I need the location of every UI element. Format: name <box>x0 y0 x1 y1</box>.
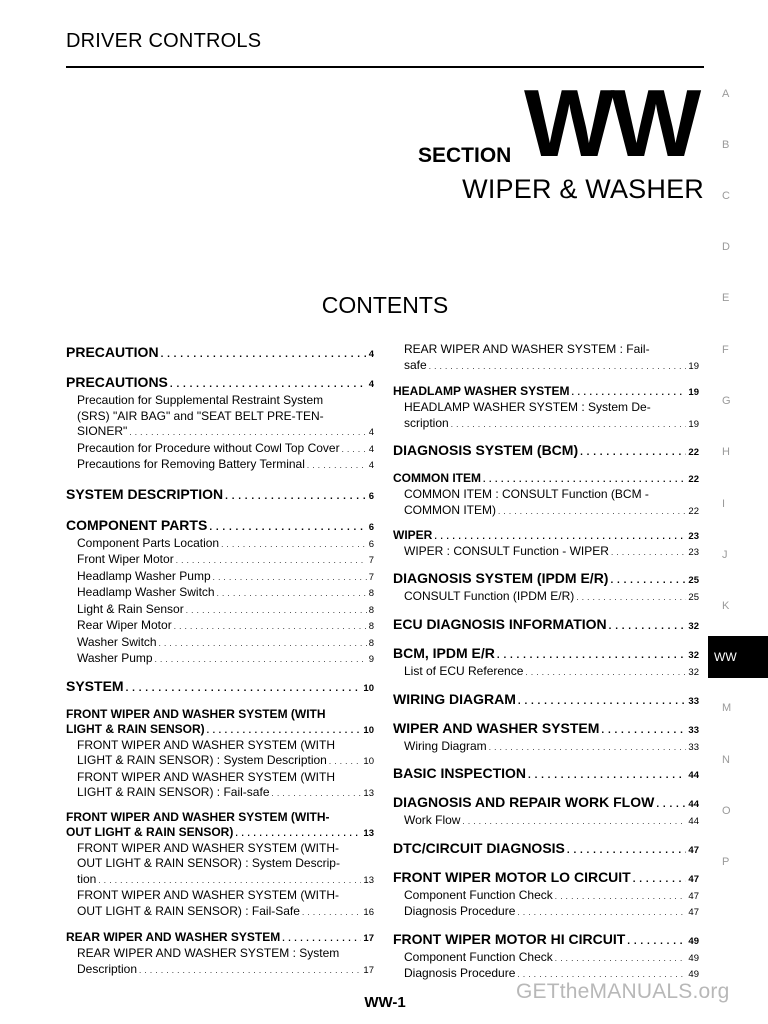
toc-dot-leader <box>129 425 366 441</box>
toc-entry[interactable] <box>66 457 374 474</box>
toc-page-number: 47 <box>688 873 699 885</box>
index-tab-i[interactable]: I <box>722 498 726 510</box>
toc-page-number: 4 <box>368 443 374 455</box>
index-tab-e[interactable]: E <box>722 292 730 304</box>
toc-page-number: 49 <box>688 935 699 947</box>
toc-page-number: 10 <box>363 756 374 767</box>
toc-entry-title: WIPER : CONSULT Function - WIPER <box>404 544 609 558</box>
toc-entry-title: SYSTEM <box>66 677 124 694</box>
toc-entry[interactable] <box>393 869 699 888</box>
toc-entry[interactable] <box>66 486 374 505</box>
toc-entry[interactable] <box>393 904 699 921</box>
index-tab-n[interactable]: N <box>722 754 730 766</box>
index-tab-c[interactable]: C <box>722 190 730 202</box>
toc-page-number: 33 <box>688 695 699 707</box>
toc-page-number: 32 <box>688 621 699 632</box>
toc-entry-title: Headlamp Washer Pump <box>77 568 211 583</box>
toc-entry-title: OUT LIGHT & RAIN SENSOR) : System Descrip- <box>77 856 340 870</box>
toc-dot-leader <box>235 826 361 841</box>
toc-entry[interactable] <box>66 536 374 553</box>
toc-dot-leader <box>576 590 686 606</box>
toc-entry[interactable] <box>66 946 374 978</box>
toc-entry[interactable] <box>66 393 374 441</box>
toc-entry-title: FRONT WIPER AND WASHER SYSTEM (WITH <box>66 706 326 721</box>
toc-page-number: 8 <box>368 621 374 632</box>
toc-entry-title: COMMON ITEM : CONSULT Function (BCM - <box>404 487 649 501</box>
toc-entry-title: OUT LIGHT & RAIN SENSOR) : Fail-Safe <box>77 903 300 918</box>
watermark: GETtheMANUALS.org <box>516 980 730 1003</box>
toc-page-number: 47 <box>688 844 699 856</box>
toc-page-number: 4 <box>368 427 374 438</box>
toc-page-number: 22 <box>688 447 699 458</box>
toc-entry-title: Light & Rain Sensor <box>77 601 184 616</box>
toc-dot-leader <box>555 889 687 905</box>
toc-dot-leader <box>580 444 686 461</box>
toc-entry[interactable] <box>66 930 374 946</box>
toc-page-number: 17 <box>363 964 374 976</box>
toc-dot-leader <box>498 504 686 520</box>
toc-entry[interactable] <box>66 810 374 841</box>
toc-dot-leader <box>329 754 362 770</box>
toc-page-number: 23 <box>688 531 699 542</box>
toc-dot-leader <box>610 572 686 589</box>
toc-entry-title: List of ECU Reference <box>404 664 524 678</box>
toc-page-number: 10 <box>363 682 374 694</box>
toc-page-number: 4 <box>368 349 374 360</box>
toc-entry[interactable] <box>393 342 699 374</box>
toc-entry-title: COMMON ITEM) <box>404 502 496 517</box>
toc-entry[interactable] <box>393 471 699 487</box>
toc-entry[interactable] <box>66 552 374 569</box>
toc-entry-title: PRECAUTION <box>66 344 159 360</box>
toc-dot-leader <box>601 722 686 739</box>
toc-entry-title: REAR WIPER AND WASHER SYSTEM <box>66 930 281 944</box>
toc-page-number: 4 <box>368 460 374 471</box>
index-tab-f[interactable]: F <box>722 344 729 356</box>
toc-page-number: 44 <box>688 816 699 827</box>
toc-entry-title: Diagnosis Procedure <box>404 904 516 918</box>
toc-entry-title: COMPONENT PARTS <box>66 516 208 533</box>
toc-dot-leader <box>176 553 367 569</box>
toc-entry[interactable] <box>66 602 374 619</box>
toc-dot-leader <box>159 636 367 652</box>
toc-entry-title: Rear Wiper Motor <box>77 618 172 632</box>
toc-dot-leader <box>434 529 686 544</box>
toc-page-number: 33 <box>688 741 699 753</box>
toc-page-number: 16 <box>363 906 374 918</box>
toc-page-number: 47 <box>688 907 699 918</box>
toc-page-number: 33 <box>688 724 699 736</box>
toc-page-number: 13 <box>363 827 374 839</box>
toc-page-number: 10 <box>363 724 374 736</box>
toc-entry[interactable] <box>66 707 374 738</box>
toc-dot-leader <box>225 488 367 505</box>
toc-page-number: 44 <box>688 770 699 781</box>
toc-entry-title: HEADLAMP WASHER SYSTEM : System De- <box>404 400 651 414</box>
toc-entry-title: Component Function Check <box>404 887 553 902</box>
toc-dot-leader <box>155 652 367 668</box>
toc-dot-leader <box>451 417 687 433</box>
toc-entry-title: Precaution for Procedure without Cowl Top Cover <box>77 440 340 455</box>
toc-page-number: 8 <box>368 588 374 599</box>
toc-page-number: 19 <box>688 360 699 372</box>
toc-left-column <box>66 338 374 978</box>
toc-dot-leader <box>571 385 686 400</box>
toc-dot-leader <box>272 786 362 802</box>
toc-entry-title: Component Function Check <box>404 949 553 964</box>
toc-page-number: 8 <box>368 637 374 649</box>
index-tab-a[interactable]: A <box>722 88 730 100</box>
toc-entry-title: SYSTEM DESCRIPTION <box>66 485 224 502</box>
toc-page-number: 7 <box>368 571 374 583</box>
index-tab-p[interactable]: P <box>722 856 730 868</box>
toc-entry-title: OUT LIGHT & RAIN SENSOR) <box>66 824 234 839</box>
toc-entry[interactable] <box>393 528 699 544</box>
toc-dot-leader <box>98 873 361 889</box>
toc-entry[interactable] <box>393 384 699 400</box>
toc-entry[interactable] <box>393 487 699 519</box>
toc-entry-title: LIGHT & RAIN SENSOR) : System Description <box>77 753 327 767</box>
toc-entry[interactable] <box>66 374 374 393</box>
toc-dot-leader <box>611 545 686 561</box>
toc-entry[interactable] <box>393 691 699 710</box>
toc-dot-leader <box>342 442 367 458</box>
toc-dot-leader <box>627 933 686 950</box>
toc-dot-leader <box>282 931 361 946</box>
toc-entry[interactable] <box>393 400 699 432</box>
index-tab-j[interactable]: J <box>722 549 728 561</box>
toc-page-number: 6 <box>368 538 374 550</box>
toc-entry[interactable] <box>393 765 699 784</box>
toc-page-number: 22 <box>688 505 699 517</box>
toc-entry-title: WIPER AND WASHER SYSTEM <box>393 719 600 736</box>
index-tab-ww[interactable]: WW <box>708 636 768 678</box>
toc-entry-title: (SRS) "AIR BAG" and "SEAT BELT PRE-TEN- <box>77 408 324 423</box>
toc-page-number: 44 <box>688 799 699 810</box>
toc-page-number: 13 <box>363 874 374 886</box>
toc-entry-title: Diagnosis Procedure <box>404 966 516 980</box>
toc-entry[interactable] <box>393 664 699 681</box>
toc-entry[interactable] <box>66 618 374 635</box>
toc-entry-title: FRONT WIPER MOTOR HI CIRCUIT <box>393 930 626 947</box>
toc-entry-title: REAR WIPER AND WASHER SYSTEM : System <box>77 946 340 960</box>
contents-title: CONTENTS <box>321 292 449 318</box>
toc-entry-title: Precautions for Removing Battery Terminal <box>77 457 305 471</box>
toc-entry[interactable] <box>66 888 374 920</box>
toc-entry-title: DTC/CIRCUIT DIAGNOSIS <box>393 839 565 856</box>
toc-entry[interactable] <box>66 441 374 458</box>
toc-entry[interactable] <box>393 442 699 461</box>
toc-page-number: 49 <box>688 969 699 980</box>
toc-entry[interactable] <box>393 813 699 830</box>
toc-dot-leader <box>633 871 687 888</box>
toc-page-number: 25 <box>688 591 699 603</box>
toc-dot-leader <box>517 905 686 921</box>
toc-dot-leader <box>221 537 367 553</box>
toc-entry[interactable] <box>393 888 699 905</box>
toc-page-number: 22 <box>688 474 699 485</box>
toc-entry-title: FRONT WIPER AND WASHER SYSTEM (WITH- <box>66 809 330 824</box>
toc-entry[interactable] <box>393 589 699 606</box>
toc-entry-title: BCM, IPDM E/R <box>393 645 495 661</box>
document-header-title: DRIVER CONTROLS <box>66 30 262 52</box>
index-tab-d[interactable]: D <box>722 241 730 253</box>
toc-dot-leader <box>174 619 367 635</box>
toc-page-number: 13 <box>363 788 374 799</box>
toc-page-number: 6 <box>368 490 374 502</box>
toc-entry-title: FRONT WIPER AND WASHER SYSTEM (WITH <box>77 737 336 752</box>
toc-entry-title: Washer Pump <box>77 651 153 665</box>
toc-entry-title: safe <box>404 357 427 372</box>
toc-entry[interactable] <box>393 645 699 664</box>
index-tab-o[interactable]: O <box>722 805 731 817</box>
toc-entry[interactable] <box>393 616 699 635</box>
toc-page-number: 32 <box>688 650 699 661</box>
toc-dot-leader <box>213 570 367 586</box>
toc-page-number: 9 <box>368 654 374 665</box>
toc-entry-title: LIGHT & RAIN SENSOR) <box>66 721 205 736</box>
toc-entry[interactable] <box>393 840 699 859</box>
toc-entry[interactable] <box>393 794 699 813</box>
toc-entry-title: Description <box>77 961 138 976</box>
toc-dot-leader <box>483 472 686 487</box>
toc-entry-title: Work Flow <box>404 813 461 827</box>
toc-entry[interactable] <box>393 950 699 967</box>
toc-dot-leader <box>528 767 686 784</box>
toc-dot-leader <box>489 740 687 756</box>
toc-dot-leader <box>555 951 687 967</box>
toc-entry-title: ECU DIAGNOSIS INFORMATION <box>393 616 607 632</box>
section-code: WW <box>524 70 698 177</box>
toc-entry-title: tion <box>77 871 97 886</box>
toc-entry-title: PRECAUTIONS <box>66 374 168 390</box>
toc-entry[interactable] <box>393 720 699 739</box>
toc-entry[interactable] <box>393 544 699 561</box>
toc-right-column <box>393 338 699 983</box>
toc-dot-leader <box>462 814 686 830</box>
toc-entry-title: Washer Switch <box>77 634 157 649</box>
toc-page-number: 17 <box>363 933 374 944</box>
toc-page-number: 32 <box>688 667 699 678</box>
section-name: WIPER & WASHER <box>462 174 704 204</box>
toc-entry-title: FRONT WIPER AND WASHER SYSTEM (WITH- <box>77 888 340 902</box>
toc-dot-leader <box>307 458 367 474</box>
toc-entry[interactable] <box>66 841 374 889</box>
index-tab-m[interactable]: M <box>722 702 732 714</box>
toc-dot-leader <box>429 359 687 375</box>
toc-entry[interactable] <box>66 651 374 668</box>
page-number: WW-1 <box>364 994 406 1011</box>
toc-entry[interactable] <box>66 569 374 586</box>
toc-dot-leader <box>207 723 362 738</box>
toc-dot-leader <box>209 519 366 536</box>
toc-dot-leader <box>609 618 687 635</box>
toc-entry-title: REAR WIPER AND WASHER SYSTEM : Fail- <box>404 342 650 356</box>
toc-entry-title: FRONT WIPER MOTOR LO CIRCUIT <box>393 868 631 885</box>
index-tab-b[interactable]: B <box>722 139 730 151</box>
toc-entry-title: SIONER" <box>77 424 128 438</box>
toc-entry-title: Component Parts Location <box>77 535 220 550</box>
toc-entry-title: HEADLAMP WASHER SYSTEM <box>393 384 570 398</box>
toc-entry[interactable] <box>66 678 374 697</box>
toc-entry-title: scription <box>404 415 449 430</box>
toc-entry[interactable] <box>66 344 374 363</box>
toc-entry-title: Headlamp Washer Switch <box>77 585 215 599</box>
toc-entry[interactable] <box>66 517 374 536</box>
toc-dot-leader <box>497 647 687 664</box>
toc-dot-leader <box>170 376 367 393</box>
toc-page-number: 19 <box>688 387 699 398</box>
toc-dot-leader <box>567 842 687 859</box>
toc-entry-title: DIAGNOSIS SYSTEM (IPDM E/R) <box>393 569 609 586</box>
toc-dot-leader <box>217 586 367 602</box>
toc-page-number: 49 <box>688 952 699 964</box>
toc-entry[interactable] <box>66 770 374 802</box>
toc-entry-title: Precaution for Supplemental Restraint System <box>77 393 324 407</box>
toc-entry-title: FRONT WIPER AND WASHER SYSTEM (WITH <box>77 769 336 784</box>
toc-page-number: 19 <box>688 418 699 430</box>
toc-entry[interactable] <box>393 931 699 950</box>
toc-entry[interactable] <box>66 635 374 652</box>
toc-entry-title: FRONT WIPER AND WASHER SYSTEM (WITH- <box>77 840 340 855</box>
toc-page-number: 6 <box>368 521 374 533</box>
toc-page-number: 4 <box>368 379 374 390</box>
toc-entry-title: WIRING DIAGRAM <box>393 690 516 707</box>
toc-entry-title: DIAGNOSIS AND REPAIR WORK FLOW <box>393 794 655 810</box>
toc-page-number: 8 <box>368 604 374 616</box>
toc-entry-title: LIGHT & RAIN SENSOR) : Fail-safe <box>77 785 270 799</box>
toc-page-number: 47 <box>688 890 699 902</box>
toc-dot-leader <box>525 665 686 681</box>
toc-page-number: 7 <box>368 555 374 566</box>
toc-dot-leader <box>139 963 361 979</box>
toc-entry-title: CONSULT Function (IPDM E/R) <box>404 588 575 603</box>
section-label: SECTION <box>418 144 512 167</box>
toc-entry-title: DIAGNOSIS SYSTEM (BCM) <box>393 442 579 458</box>
toc-entry-title: Wiring Diagram <box>404 738 487 753</box>
toc-dot-leader <box>126 680 362 697</box>
toc-entry[interactable] <box>393 570 699 589</box>
index-tab-g[interactable]: G <box>722 395 731 407</box>
toc-entry[interactable] <box>393 739 699 756</box>
header-rule <box>66 66 704 68</box>
toc-entry-title: COMMON ITEM <box>393 471 481 485</box>
toc-dot-leader <box>302 905 361 921</box>
toc-dot-leader <box>186 603 367 619</box>
toc-dot-leader <box>161 346 367 363</box>
toc-dot-leader <box>656 796 686 813</box>
toc-page-number: 23 <box>688 547 699 558</box>
index-tab-h[interactable]: H <box>722 446 730 458</box>
index-tab-k[interactable]: K <box>722 600 730 612</box>
toc-page-number: 25 <box>688 574 699 586</box>
toc-entry-title: Front Wiper Motor <box>77 552 174 566</box>
toc-entry[interactable] <box>66 585 374 602</box>
toc-dot-leader <box>518 693 687 710</box>
toc-entry-title: WIPER <box>393 528 433 542</box>
toc-entry-title: BASIC INSPECTION <box>393 765 527 781</box>
toc-entry[interactable] <box>66 738 374 770</box>
